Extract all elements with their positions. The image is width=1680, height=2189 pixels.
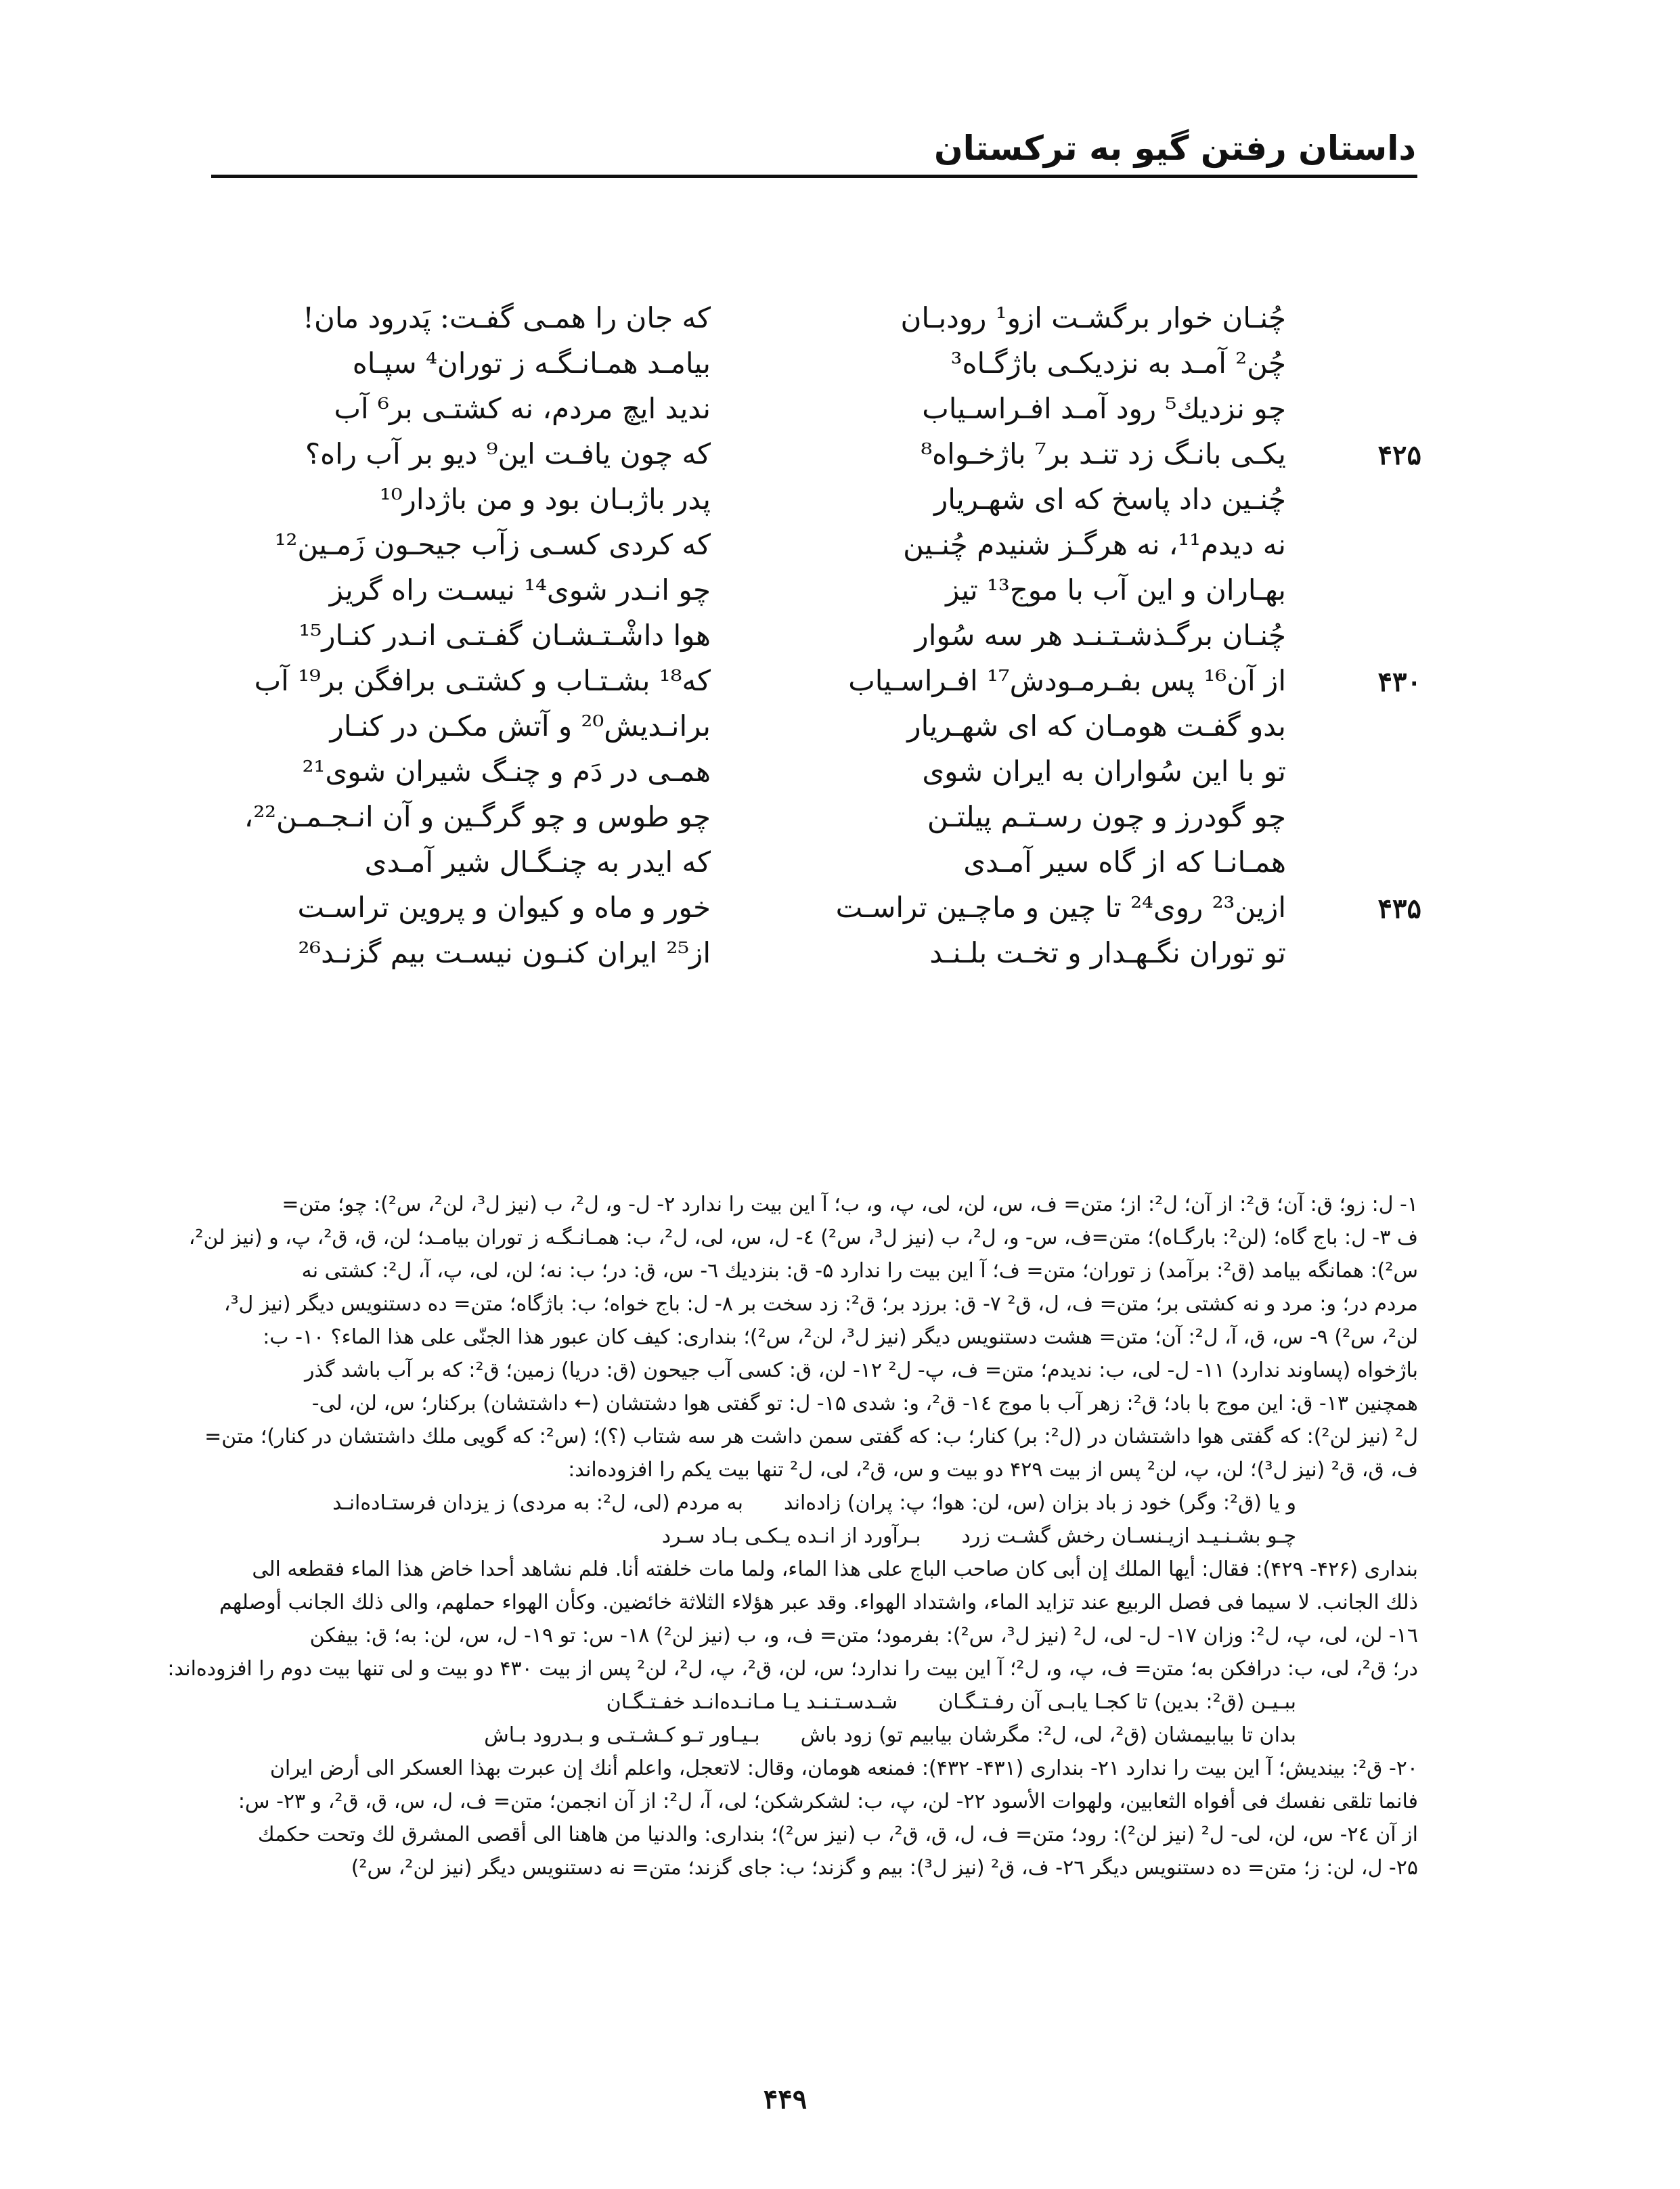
verse-row (203, 887, 1421, 933)
verse-row (203, 933, 1421, 978)
hemistich-second: خور و ماه و کیوان و پروین تراسـت (297, 891, 711, 924)
verse-row (203, 751, 1421, 797)
footnote-line: ۱٦- لن، لی، پ، ل²: وزان ۱۷- ل- لی، ل² (نیز ل³، س²): بفرمود؛ متن= ف، و، ب (نیز لن²) ۱۸- س: تو ۱۹- ل، س، لن: به؛ ق: بیفکن (309, 1624, 1418, 1648)
verse-row (203, 343, 1421, 389)
added-hemistich-second: بـرآورد از انـده یـکـی بـاد سـرد (661, 1524, 921, 1548)
footnote-line: ۱- ل: زو؛ ق: آن؛ ق²: از آن؛ ل²: از؛ متن= ف، س، لن، لی، پ، و، ب؛ آ این بیت را ندارد ۲- ل- و، ل²، ب (نیز ل³، لن²، س²): چو؛ متن= (282, 1193, 1418, 1216)
verse-block (203, 298, 1421, 978)
hemistich-first: تو با این سُواران به ایران شوی (922, 755, 1286, 788)
hemistich-first: همـانـا که از گاه سیر آمـدی (963, 845, 1286, 879)
added-hemistich-first: ببـیـن (ق²: بدین) تا کجـا یابـی آن رفـتـگـان (938, 1690, 1296, 1714)
footnote-added-verse (139, 1685, 1418, 1719)
verse-row (203, 570, 1421, 615)
footnote-line: بنداری (۴۲۶- ۴۲۹): فقال: أیها الملك إن أبی کان صاحب الباج علی هذا الماء، ولما مات خلفته أنا. فلم نشاهد أحدا خاض هذا الماء فقطعه الی (252, 1557, 1418, 1581)
added-hemistich-first: بدان تا بیابیمشان (ق²، لی، ل²: مگرشان بیابیم تو) زود باش (800, 1723, 1296, 1747)
footnote-line: لن²، س²) ۹- س، ق، آ، ل²: آن؛ متن= هشت دستنویس دیگر (نیز ل³، لن²، س²)؛ بنداری: کیف کان عبور هذا الجنّی علی هذا الماء؟ ۱۰- ب: (263, 1325, 1418, 1349)
verse-row (203, 525, 1421, 570)
verse-number: ۴۳۰ (1377, 666, 1421, 698)
footnotes (139, 1188, 1418, 1884)
hemistich-first: بهـاران و این آب با موج¹³ تیز (946, 573, 1286, 606)
verse-row (203, 706, 1421, 751)
footnote-line: ف، ق، ق² (نیز ل³)؛ لن، پ، لن² پس از بیت ۴۲۹ دو بیت و س، ق²، لی، ل² تنها بیت یکم را افزوده‌اند: (568, 1458, 1418, 1482)
hemistich-second: که جان را همـی گفـت: پَدرود مان! (303, 301, 711, 334)
added-hemistich-second: بـیـاور تـو کـشـتـی و بـدرود بـاش (484, 1723, 760, 1747)
footnote-line: فانما تلقی نفسك فی أفواه الثعابین، ولهوات الأسود ۲۲- لن، پ، ب: لشکرشکن؛ لی، آ، ل²: از آن انجمن؛ متن= ف، ل، س، ق، ق²، و ۲۳- س: (238, 1790, 1418, 1813)
footnote-line: س²): همانگه بیامد (ق²: برآمد) ز توران؛ متن= ف؛ آ این بیت را ندارد ۵- ق: بنزدیك ٦- س، ق: در؛ ب: نه؛ لن، لی، پ، آ، ل²: کشتی نه (301, 1259, 1418, 1283)
hemistich-second: بیامـد همـانـگـه ز توران⁴ سپـاه (352, 347, 711, 380)
verse-row (203, 661, 1421, 706)
verse-row (203, 797, 1421, 842)
footnote-added-verse (139, 1719, 1418, 1752)
hemistich-second: چو انـدر شوی¹⁴ نیسـت راه گریز (329, 573, 711, 606)
hemistich-second: ندید ایچ مردم، نه کشتـی بر⁶ آب (334, 392, 711, 425)
verse-row (203, 615, 1421, 661)
footnote-line: از آن ۲٤- س، لن، لی- ل² (نیز لن²): رود؛ متن= ف، ل، ق، ق²، ب (نیز س²)؛ بنداری: والدنیا من هاهنا الی أقصی المشرق لك وتحت حکمك (257, 1823, 1418, 1847)
added-hemistich-second: به مردم (لی، ل²: به مردی) ز یزدان فرستـاده‌انـد (332, 1491, 743, 1515)
footnote-line: ف ۳- ل: باج گاه؛ (لن²: بارگـاه)؛ متن=ف، س- و، ل²، ب (نیز ل³، س²) ٤- ل، س، لی، ل²، ب: همـانـگـه ز توران بیامـد؛ لن، ق، ق²، پ، و (نیز لن²، (188, 1226, 1418, 1250)
hemistich-first: یکـی بانـگ زد تنـد بر⁷ باژخـواه⁸ (921, 437, 1286, 470)
hemistich-first: ازین²³ روی²⁴ تا چین و ماچـین تراسـت (835, 891, 1286, 924)
hemistich-first: چُن² آمـد به نزدیکـی باژگـاه³ (950, 347, 1286, 380)
hemistich-second: چو طوس و چو گرگـین و آن انـجـمـن²²، (244, 800, 711, 833)
hemistich-second: پدر باژبـان بود و من باژدار¹⁰ (379, 483, 711, 516)
footnote-line: ل² (نیز لن²): که گفتی هوا داشتشان در (ل²: بر) کنار؛ ب: که گفتی سمن داشت هر سه شتاب (؟)؛ (س²: که گویی ملك داشتشان در کنار)؛ متن= (204, 1425, 1418, 1449)
verse-row (203, 389, 1421, 434)
hemistich-second: که ایدر به چنـگـال شیر آمـدی (364, 845, 711, 879)
footnote-line: باژخواه (پساوند ندارد) ۱۱- ل- لی، ب: ندیدم؛ متن= ف، پ- ل² ۱۲- لن، ق: کسی آب جیحون (ق: دریا) زمین؛ ق²: که بر آب باشد گذر (305, 1358, 1418, 1382)
verse-number: ۴۳۵ (1377, 893, 1421, 925)
footnote-added-verse (139, 1486, 1418, 1520)
hemistich-first: چُنـان برگـذشـتـنـد هر سه سُوار (914, 619, 1286, 652)
verse-row (203, 298, 1421, 343)
footnote-line: همچنین ۱۳- ق: این موج با باد؛ ق²: زهر آب با موج ١٤- ق²، و: شدی ۱۵- ل: تو گفتی هوا دشتشان (← داشتشان) برکنار؛ س، لن، لی- (311, 1392, 1418, 1415)
footnote-line: ذلك الجانب. لا سیما فی فصل الربیع عند تزاید الماء، واشتداد الهواء. وقد عبر هؤلاء الثلاثة خائضین. وکأن الهواء حملهم، والی ذلك الجانب أوصلهم (219, 1591, 1418, 1614)
added-hemistich-first: و یا (ق²: وگر) خود ز باد بزان (س، لن: هوا؛ پ: پران) زاده‌اند (783, 1491, 1296, 1515)
hemistich-first: نه دیدم¹¹، نه هرگـز شنیدم چُنـین (903, 528, 1286, 561)
hemistich-first: از آن¹⁶ پس بفـرمـودش¹⁷ افـراسـیاب (848, 664, 1286, 697)
hemistich-first: چو نزدیك⁵ رود آمـد افـراسـیاب (922, 392, 1286, 425)
footnote-line: ۲۰- ق²: بیندیش؛ آ این بیت را ندارد ۲۱- بنداری (۴۳۱- ۴۳۲): فمنعه هومان، وقال: لاتعجل، واعلم أنك إن عبرت بهذا العسکر الی أرض ایران (269, 1756, 1418, 1780)
hemistich-first: چُنـین داد پاسخ که ای شهـریار (933, 483, 1286, 516)
footnote-line: مردم در؛ و: مرد و نه کشتی بر؛ متن= ف، ل، ق² ۷- ق: برزد بر؛ ق²: زد سخت بر ۸- ل: باج خواه؛ ب: باژگاه؛ متن= ده دستنویس دیگر (نیز ل³، (223, 1292, 1418, 1316)
footnote-added-verse (139, 1520, 1418, 1553)
verse-row (203, 479, 1421, 525)
hemistich-second: هوا داشْـتـشـان گفـتـی انـدر کنـار¹⁵ (299, 619, 711, 652)
footnote-line: در؛ ق²، لی، ب: درافکن به؛ متن= ف، پ، و، ل²؛ آ این بیت را ندارد؛ س، لن، ق²، پ، ل²، لن² پس از بیت ۴۳۰ دو بیت و لی تنها بیت دوم را افزوده‌اند: (167, 1657, 1418, 1681)
hemistich-second: که کردی کسـی زآب جیحـون زَمـین¹² (274, 528, 711, 561)
hemistich-second: برانـدیش²⁰ و آتش مکـن در کنـار (330, 709, 711, 743)
hemistich-second: همـی در دَم و چنـگ شیران شوی²¹ (302, 755, 711, 788)
hemistich-second: که چون یافـت این⁹ دیو بر آب راه؟ (305, 437, 711, 470)
footnote-line: ۲۵- ل، لن: ز؛ متن= ده دستنویس دیگر ۲٦- ف، ق² (نیز ل³): بیم و گزند؛ ب: جای گزند؛ متن= نه دستنویس دیگر (نیز لن²، س²) (351, 1856, 1418, 1880)
page-title: داستان رفتن گیو به ترکستان (933, 129, 1416, 168)
hemistich-first: چو گودرز و چون رسـتـم پیلتـن (927, 800, 1286, 833)
hemistich-second: که¹⁸ بشـتـاب و کشتـی برافگن بر¹⁹ آب (254, 664, 711, 697)
verse-row (203, 842, 1421, 887)
hemistich-second: از²⁵ ایران کنـون نیسـت بیم گزنـد²⁶ (298, 936, 711, 969)
verse-number: ۴۲۵ (1377, 439, 1421, 471)
hemistich-first: تو توران نگـهـدار و تخـت بلـنـد (929, 936, 1286, 969)
hemistich-first: چُنـان خوار برگشـت ازو¹ رودبـان (900, 301, 1286, 334)
hemistich-first: بدو گفـت هومـان که ای شهـریار (907, 709, 1286, 743)
added-hemistich-first: چـو بشـنـیـد ازیـنسـان رخش گشـت زرد (961, 1524, 1296, 1548)
verse-row (203, 434, 1421, 479)
header-rule (211, 175, 1417, 178)
added-hemistich-second: شـدسـتـنـد یـا مـانـده‌انـد خفـتـگـان (606, 1690, 898, 1714)
page-number: ۴۴۹ (763, 2083, 808, 2115)
